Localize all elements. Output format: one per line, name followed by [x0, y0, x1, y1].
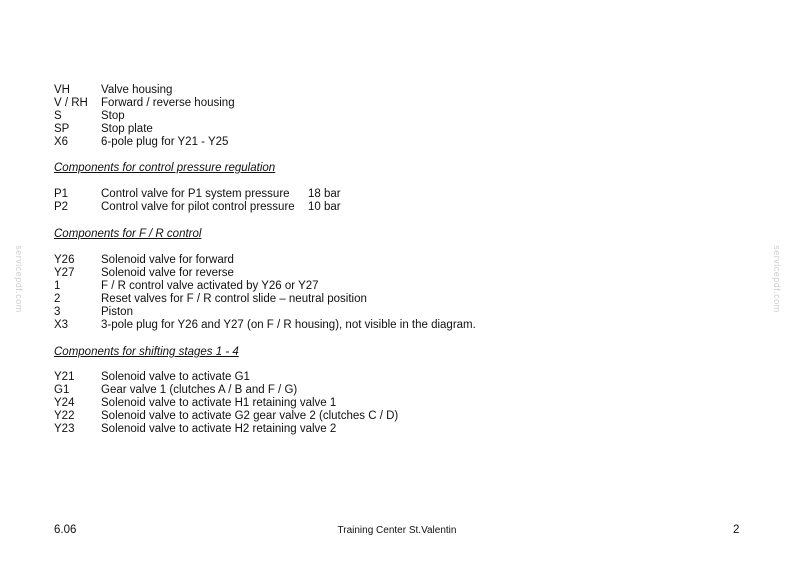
item-code: Y26 — [54, 254, 75, 266]
footer-title: Training Center St.Valentin — [337, 525, 457, 536]
item-description: Solenoid valve for forward — [101, 254, 234, 266]
section-heading-fr-control: Components for F / R control — [54, 228, 202, 240]
item-code: V / RH — [54, 97, 88, 109]
item-code: 1 — [54, 280, 61, 292]
item-code: Y21 — [54, 371, 75, 383]
item-code: Y24 — [54, 397, 75, 409]
item-description: Solenoid valve to activate H2 retaining valve 2 — [101, 423, 337, 435]
item-code: Y22 — [54, 410, 75, 422]
item-description: Piston — [101, 306, 133, 318]
item-description: Solenoid valve for reverse — [101, 267, 234, 279]
item-code: X6 — [54, 136, 69, 148]
item-code: G1 — [54, 384, 70, 396]
item-value: 10 bar — [308, 201, 341, 213]
item-description: F / R control valve activated by Y26 or Y27 — [101, 280, 319, 292]
item-description: Solenoid valve to activate H1 retaining valve 1 — [101, 397, 337, 409]
item-description: Control valve for pilot control pressure — [101, 201, 295, 213]
item-description: Solenoid valve to activate G1 — [101, 371, 250, 383]
item-description: Gear valve 1 (clutches A / B and F / G) — [101, 384, 298, 396]
item-value: 18 bar — [308, 188, 341, 200]
item-code: 3 — [54, 306, 61, 318]
item-code: Y27 — [54, 267, 75, 279]
item-code: P2 — [54, 201, 69, 213]
item-code: S — [54, 110, 62, 122]
item-code: P1 — [54, 188, 69, 200]
watermark-left: servicepdf.com — [13, 245, 24, 313]
item-description: Forward / reverse housing — [101, 97, 235, 109]
item-description: 6-pole plug for Y21 - Y25 — [101, 136, 229, 148]
section-heading-shifting: Components for shifting stages 1 - 4 — [54, 346, 239, 358]
watermark-right: servicepdf.com — [771, 245, 782, 313]
item-description: Reset valves for F / R control slide – neutral position — [101, 293, 367, 305]
item-description: Control valve for P1 system pressure — [101, 188, 290, 200]
item-code: SP — [54, 123, 70, 135]
item-description: Valve housing — [101, 84, 173, 96]
item-code: Y23 — [54, 423, 75, 435]
item-code: X3 — [54, 319, 69, 331]
item-description: Stop plate — [101, 123, 153, 135]
item-code: VH — [54, 84, 70, 96]
item-description: Solenoid valve to activate G2 gear valve 2 (clutches C / D) — [101, 410, 399, 422]
footer-section-number: 6.06 — [54, 524, 77, 536]
section-heading-pressure: Components for control pressure regulation — [54, 162, 276, 174]
item-code: 2 — [54, 293, 61, 305]
item-description: Stop — [101, 110, 125, 122]
item-description: 3-pole plug for Y26 and Y27 (on F / R housing), not visible in the diagram. — [101, 319, 476, 331]
footer-page-number: 2 — [733, 524, 740, 536]
